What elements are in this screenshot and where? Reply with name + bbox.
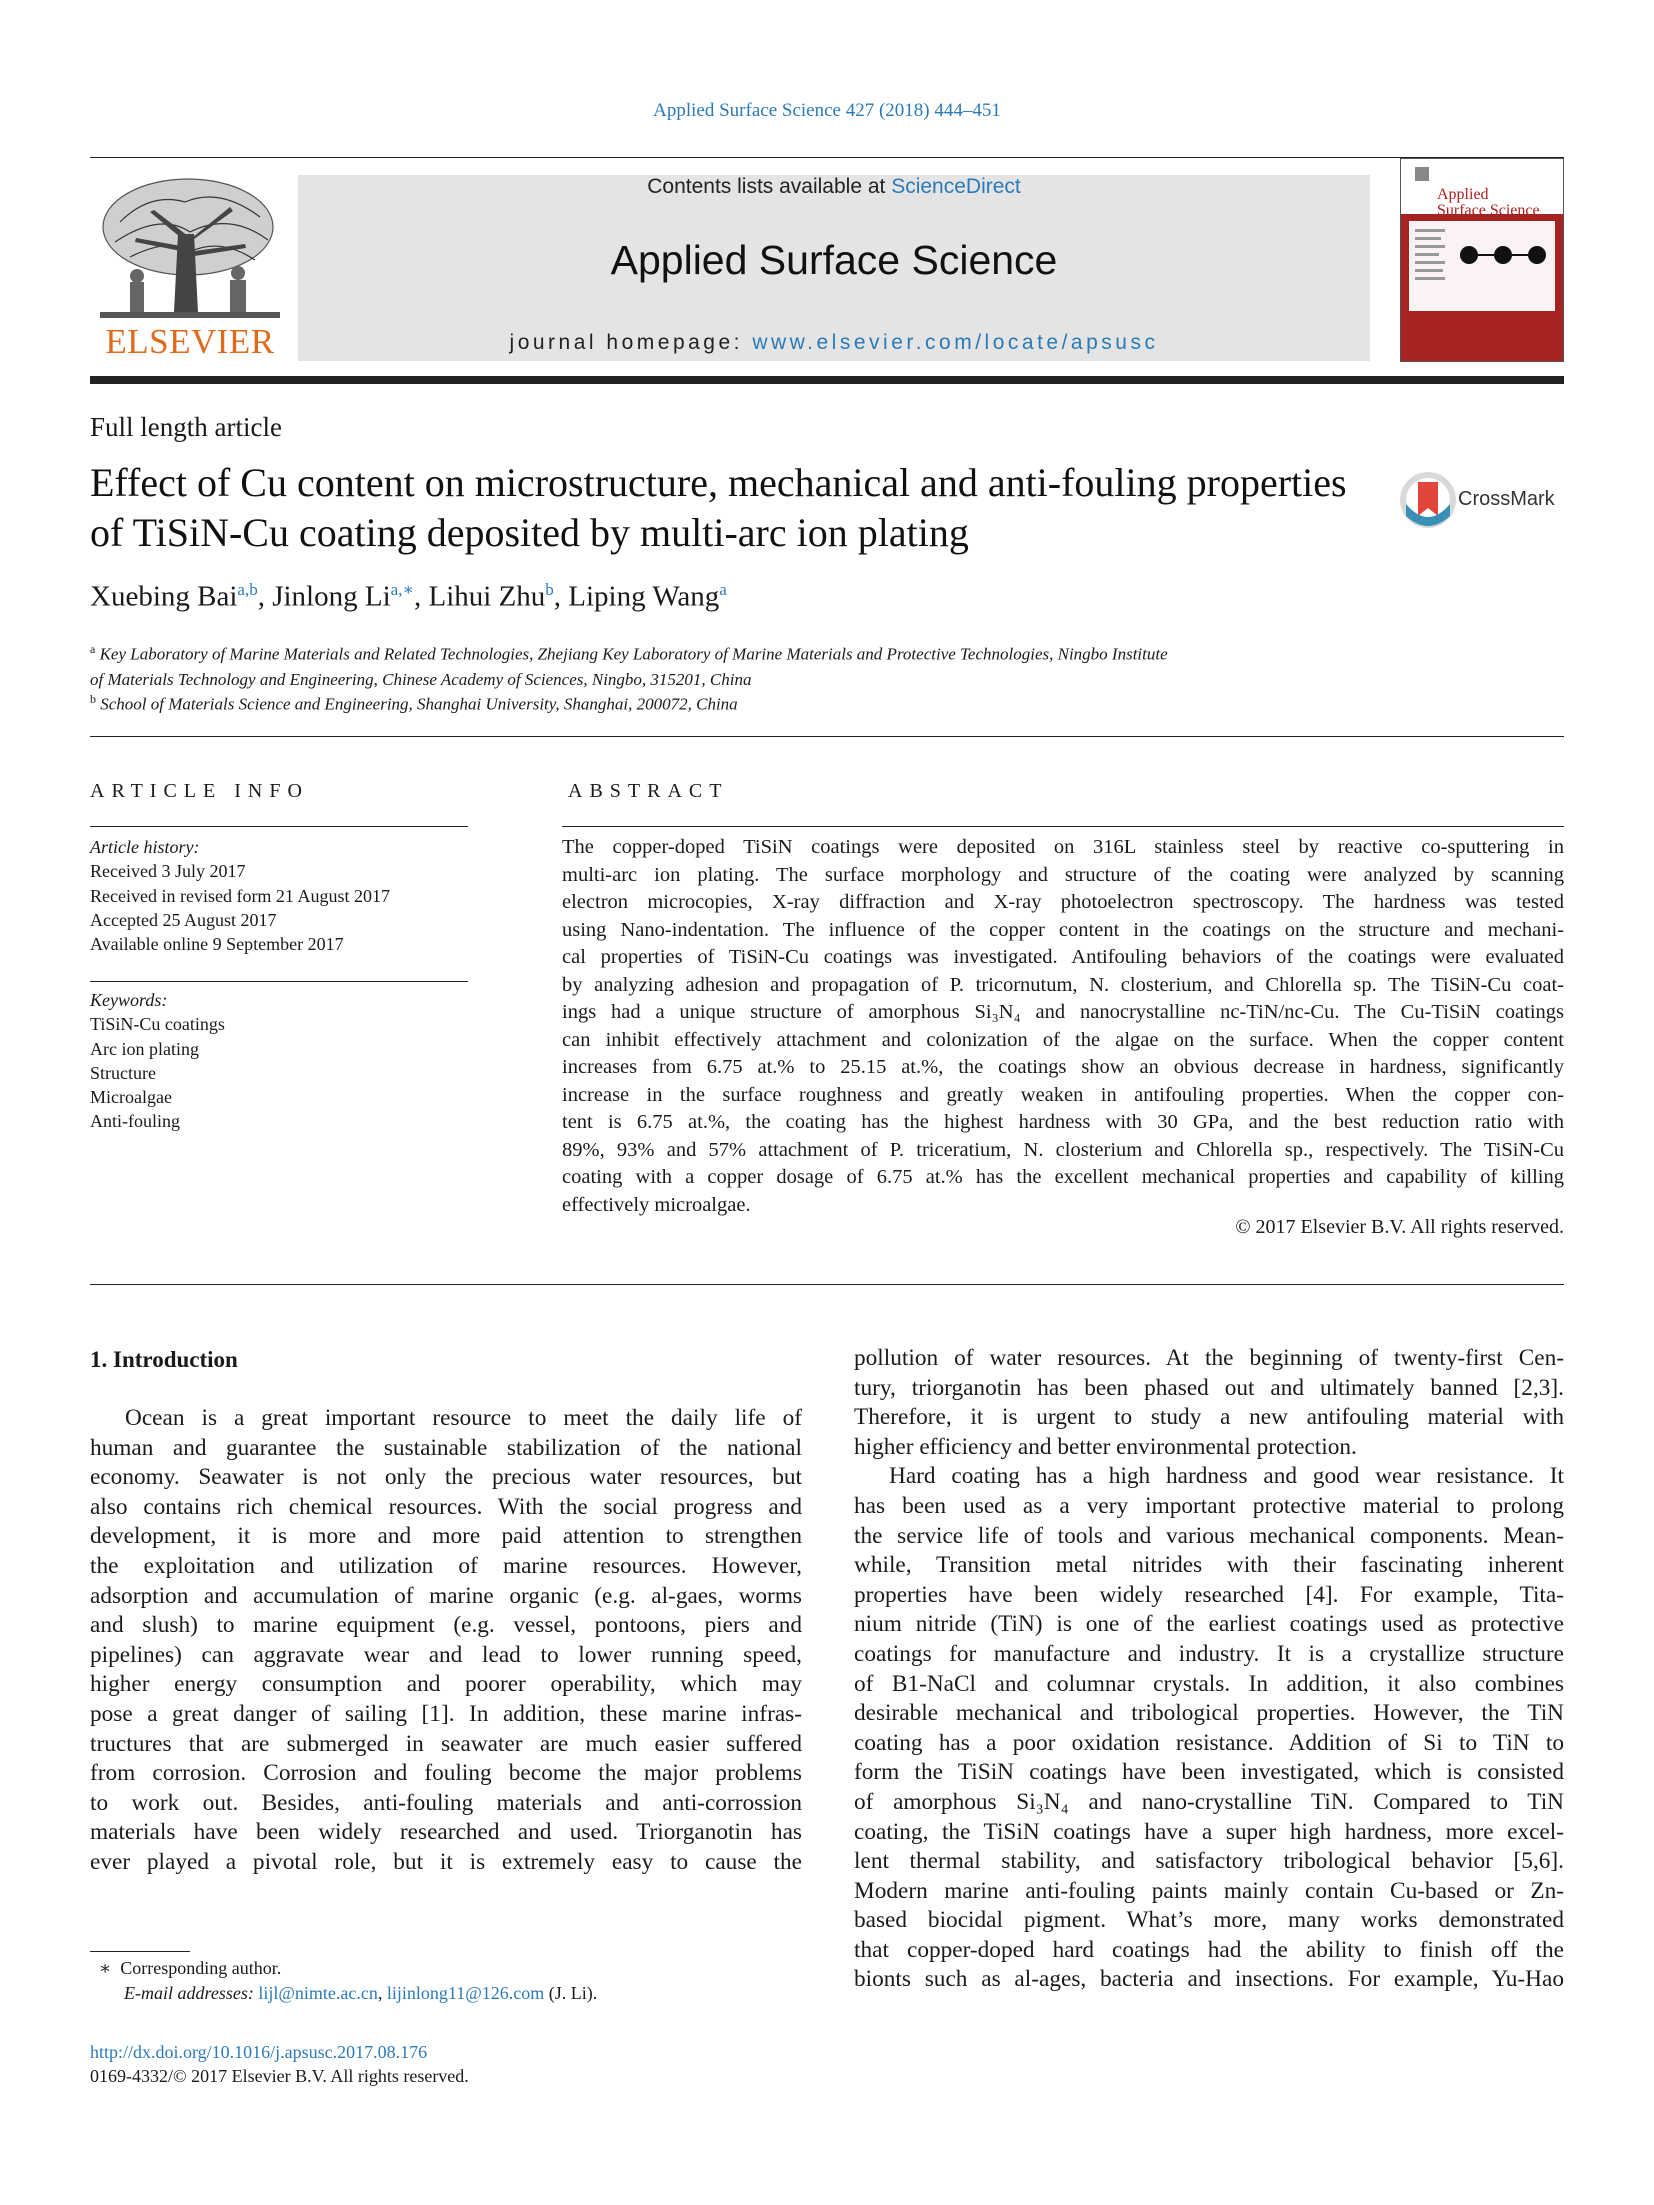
keywords-rule xyxy=(90,981,468,982)
crossmark-badge[interactable] xyxy=(1398,470,1566,530)
intro-left-column: Ocean is a great important resource to meet the daily life of human and guarantee the sustainable stabilization of the national economy. Seawater is not only the precious water resources, but also contains rich chemical resources. With the social progress and development, it is more and more paid attention to strengthen the exploitation and utilization of marine resources. However, adsorption and accumulation of marine organic (e.g. al-gaes, worms and slush) to marine equipment (e.g. vessel, pontoons, piers and pipelines) can aggravate wear and lead to lower running speed, higher energy consumption and poorer operability, which may pose a great danger of sailing [1]. In addition, these marine infras- tructures that are submerged in seawater are much easier suffered from corrosion. Corrosion and fouling become the major problems to work out. Besides, anti-fouling materials and anti-corrossion materials have been widely researched and used. Triorganotin has ever played a pivotal role, but it is extremely easy to cause the xyxy=(90,1405,802,1875)
doi-block xyxy=(90,2040,469,2088)
history-item: Received 3 July 2017 xyxy=(90,861,246,882)
homepage-link[interactable]: www.elsevier.com/locate/apsusc xyxy=(752,331,1159,354)
journal-title: Applied Surface Science xyxy=(610,237,1058,283)
history-item: Received in revised form 21 August 2017 xyxy=(90,885,390,906)
abstract-end-rule xyxy=(90,1284,1564,1285)
corresponding-author-footnote: ∗ Corresponding author. E-mail addresses: lijl@nimte.ac.cn, lijinlong11@126.com (J. Li). xyxy=(99,1958,598,2003)
author-name[interactable]: Liping Wang xyxy=(568,580,720,613)
journal-homepage: journal homepage: www.elsevier.com/locate/apsusc xyxy=(509,331,1159,354)
intro-right-column: pollution of water resources. At the beginning of twenty-first Cen- tury, triorganotin has been phased out and ultimately banned [2,3]. Therefore, it is urgent to study a new antifouling material with higher efficiency and better environmental protection. Hard coating has a high hardness and good wear resistance. It has been used as a very important protective material to prolong the service life of tools and various mechanical components. Mean- while, Transition metal nitrides with their fascinating inherent properties have been widely researched [4]. For example, Tita- nium nitride (TiN) is one of the earliest coatings used as protective coatings for manufacture and industry. It is a crystallize structure of B1-NaCl and columnar crystals. In addition, it also combines desirable mechanical and tribological properties. However, the TiN coating has a poor oxidation resistance. Addition of Si to TiN to form the TiSiN coatings have been investigated, which is consisted of amorphous Si₃N₄ and nano-crystalline TiN. Compared to TiN coating, the TiSiN coatings have a super high hardness, more excel- lent thermal stability, and satisfactory tribological behavior [5,6]. Modern marine anti-fouling paints mainly contain Cu-based or Zn- based biocidal pigment. What’s more, many works demonstrated that copper-doped hard coatings had the ability to finish off the bionts such as al-ages, bacteria and insections. For example, Yu-Hao xyxy=(854,1345,1564,1993)
article-type: Full length article xyxy=(90,412,282,442)
top-rule xyxy=(90,157,1564,158)
elsevier-wordmark: ELSEVIER xyxy=(105,322,275,361)
header-thick-rule xyxy=(90,376,1564,384)
author-name[interactable]: Xuebing Bai xyxy=(90,580,238,613)
crossmark-icon xyxy=(1398,470,1458,530)
doi-link[interactable]: http://dx.doi.org/10.1016/j.apsusc.2017.08.176 xyxy=(90,2042,428,2062)
contents-line: Contents lists available at ScienceDirect xyxy=(647,175,1021,198)
elsevier-tree-icon xyxy=(90,172,290,322)
keyword-item: Structure xyxy=(90,1062,156,1083)
article-info-heading: ARTICLE INFO xyxy=(90,780,309,802)
abstract-copyright: © 2017 Elsevier B.V. All rights reserved. xyxy=(1235,1216,1564,1238)
author-affiliation-mark[interactable]: a,∗ xyxy=(390,580,414,599)
author-affiliation-mark[interactable]: a,b xyxy=(237,580,258,599)
email-link[interactable]: lijl@nimte.ac.cn xyxy=(258,1983,378,2003)
cover-graphic-icon xyxy=(1401,159,1563,361)
keyword-item: Anti-fouling xyxy=(90,1111,180,1132)
keyword-item: TiSiN-Cu coatings xyxy=(90,1014,225,1035)
abstract-heading: ABSTRACT xyxy=(568,780,729,802)
history-item: Accepted 25 August 2017 xyxy=(90,909,277,930)
journal-citation[interactable]: Applied Surface Science 427 (2018) 444–451 xyxy=(653,100,1001,121)
elsevier-logo[interactable] xyxy=(90,172,290,362)
crossmark-label: CrossMark xyxy=(1458,488,1555,510)
affiliation-b: $^b$ School of Materials Science and Engineering, Shanghai University, Shanghai, 200072, China xyxy=(90,692,738,714)
article-info-rule xyxy=(90,826,468,827)
section-heading-introduction: 1. Introduction xyxy=(90,1347,238,1372)
history-item: Available online 9 September 2017 xyxy=(90,934,344,955)
email-link[interactable]: lijinlong11@126.com xyxy=(386,1983,545,2003)
keyword-item: Microalgae xyxy=(90,1087,172,1108)
author-name[interactable]: Lihui Zhu xyxy=(428,580,546,613)
sciencedirect-link[interactable]: ScienceDirect xyxy=(891,175,1021,198)
keyword-item: Arc ion plating xyxy=(90,1038,199,1059)
issn-line: 0169-4332/© 2017 Elsevier B.V. All rights reserved. xyxy=(90,2066,469,2086)
author-affiliation-mark[interactable]: b xyxy=(545,580,554,599)
affiliation-rule xyxy=(90,736,1564,737)
abstract-text: The copper-doped TiSiN coatings were deposited on 316L stainless steel by reactive co-sputtering in multi-arc ion plating. The surface morphology and structure of the coating were analyzed by scanning electron microcopies, X-ray diffraction and X-ray photoelectron spectroscopy. The hardness was tested using Nano-indentation. The influence of the copper content in the coatings on the structure and mechani- cal properties of TiSiN-Cu coatings was investigated. Antifouling behaviors of the coatings were evaluated by analyzing adhesion and propagation of P. tricornutum, N. closterium, and Chlorella sp. The TiSiN-Cu coat- ings had a unique structure of amorphous Si₃N₄ and nanocrystalline nc-TiN/nc-Cu. The Cu-TiSiN coatings can inhibit effectively attachment and colonization of the algae on the surface. When the copper content increases from 6.75 at.% to 25.15 at.%, the coatings show an obvious decrease in hardness, significantly increase in the surface roughness and greatly weaken in antifouling properties. When the copper con- tent is 6.75 at.%, the coating has the highest hardness with 30 GPa, and the best reduction ratio with 89%, 93% and 57% attachment of P. triceratium, N. closterium and Chlorella sp., respectively. The TiSiN-Cu coating with a copper dosage of 6.75 at.% has the excellent mechanical properties and capability of killing effectively microalgae. xyxy=(562,836,1564,1216)
author-list: Xuebing Bai$^{a,b}$, Jinlong $Li^{a,∗}$, Lihui Zhu$^b$, Liping Wang$^a$ xyxy=(90,580,727,613)
article-history: Article history: Received 3 July 2017 Received in revised form 21 August 2017 Accepted 25 August 2017 Available online 9 September 2017 xyxy=(90,835,468,956)
affiliation-a: $^a$ Key Laboratory of Marine Materials and Related Technologies, Zhejiang Key Laboratory of Marine Materials and Protective Technologies, Ningbo Institute of Materials Technology and Engineering, Chinese Academy of Sciences, Ningbo, 315201, China xyxy=(90,642,1168,689)
cover-title: Applied Surface Science xyxy=(1437,186,1540,219)
author-affiliation-mark[interactable]: a xyxy=(719,580,727,599)
abstract-rule xyxy=(562,826,1564,827)
article-title: Effect of Cu content on microstructure, mechanical and anti-fouling properties of TiSiN-Cu coating deposited by multi-arc ion plating xyxy=(90,460,1347,555)
journal-banner xyxy=(298,175,1370,361)
author-name[interactable]: Jinlong Li xyxy=(272,580,391,613)
footnote-rule xyxy=(90,1951,190,1952)
keywords: Keywords: TiSiN-Cu coatings Arc ion plating Structure Microalgae Anti-fouling xyxy=(90,988,468,1134)
journal-cover-thumbnail[interactable] xyxy=(1400,158,1564,362)
